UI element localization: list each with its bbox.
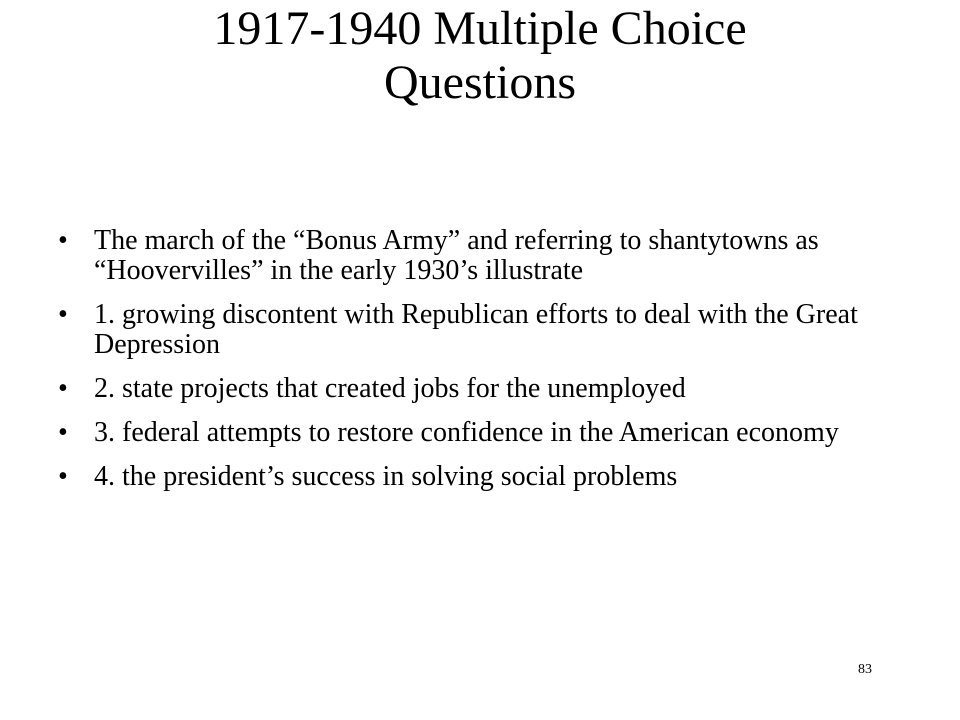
bullet-marker: • [58,373,68,404]
option-text-2: 2. state projects that created jobs for the unemployed [94,373,686,404]
bullet-list [58,226,898,506]
option-item-2 [58,374,898,404]
page-number: 83 [858,662,872,677]
bullet-marker: • [58,461,68,492]
slide-title-line-2: Questions [384,56,576,109]
bullet-marker: • [58,417,68,448]
question-item [58,226,898,286]
slide-title-line-1: 1917-1940 Multiple Choice [213,2,747,55]
bullet-marker: • [58,299,68,330]
bullet-marker: • [58,225,68,256]
option-item-1 [58,300,898,360]
option-item-3 [58,418,898,448]
option-text-1: 1. growing discontent with Republican efforts to deal with the Great Depression [94,299,858,360]
option-item-4 [58,462,898,492]
question-text: The march of the “Bonus Army” and referring to shantytowns as “Hoovervilles” in the early 1930’s illustrate [94,225,819,286]
slide-title [60,2,900,110]
option-text-3: 3. federal attempts to restore confidence in the American economy [94,417,839,448]
option-text-4: 4. the president’s success in solving social problems [94,461,678,492]
